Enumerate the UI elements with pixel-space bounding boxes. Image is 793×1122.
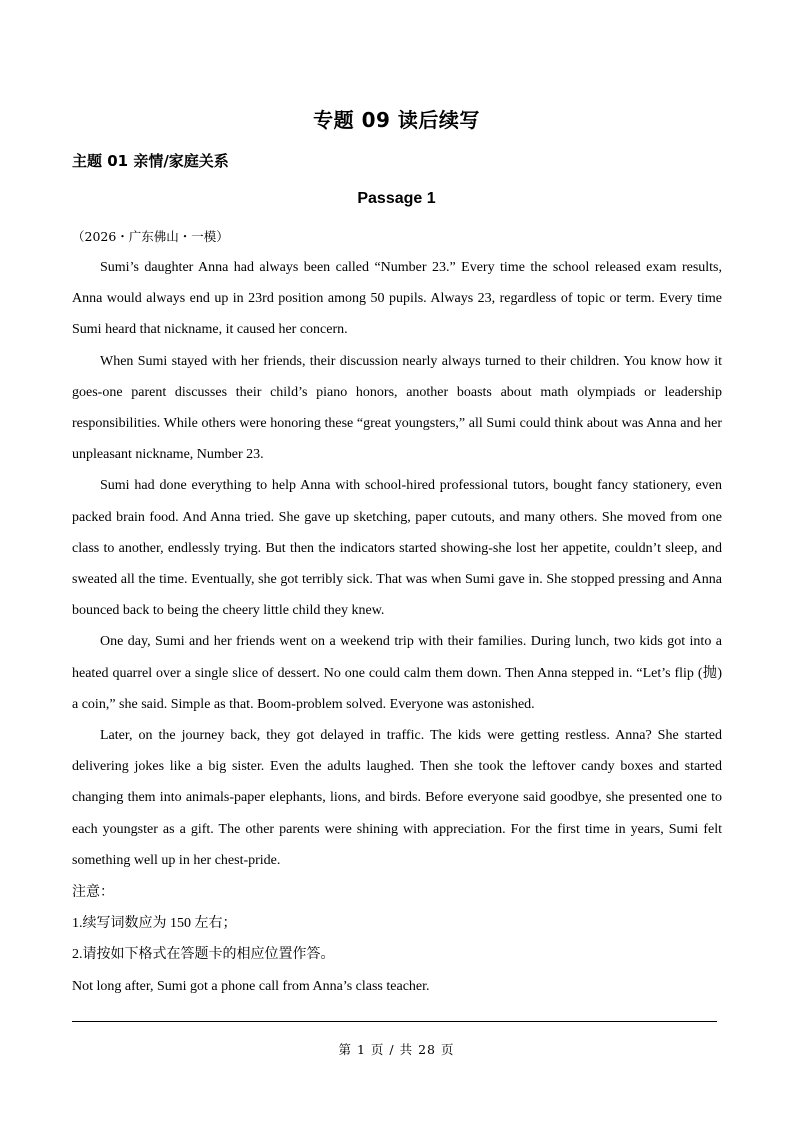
passage-paragraph-3: Sumi had done everything to help Anna with school-hired professional tutors, bought fancy stationery, even packed brain food. And Anna tried. She gave up sketching, paper cutouts, and many others. She moved from one class to another, endlessly trying. But then the indicators started showing-she lost her appetite, couldn’t sleep, and sweated all the time. Eventually, she got terribly sick. That was when Sumi gave in. She stopped pressing and Anna bounced back to being the cheery little child they knew. [72, 478, 722, 619]
topic-subtitle: 主题 01 亲情/家庭关系 [72, 152, 229, 170]
footer-divider [72, 1021, 717, 1022]
passage-paragraph-5: Later, on the journey back, they got delayed in traffic. The kids were getting restless. Anna? She started delivering jokes like a big sister. Even the adults laughed. Then she took the leftover candy boxes and started changing them into animals-paper elephants, lions, and birds. Before everyone said goodbye, she presented one to each youngster as a gift. The other parents were shining with appreciation. For the first time in years, Sumi felt something well up in her chest-pride. [72, 728, 722, 868]
notes-heading: 注意： [72, 885, 114, 900]
passage-source: （2026・广东佛山・一模） [72, 229, 229, 244]
page-number: 第 1 页 / 共 28 页 [338, 1042, 455, 1057]
instructions [72, 877, 722, 1002]
passage-paragraph-2: When Sumi stayed with her friends, their discussion nearly always turned to their children. You know how it goes-one parent discusses their child’s piano honors, another boasts about math olympiads or leadership responsibilities. While others were honoring these “great youngsters,” all Sumi could think about was Anna and her unpleasant nickname, Number 23. [72, 353, 722, 463]
passage-body [72, 252, 722, 876]
continuation-start-sentence: Not long after, Sumi got a phone call from Anna’s class teacher. [72, 978, 430, 994]
note-item-1: 1.续写词数应为 150 左右； [72, 916, 237, 932]
passage-paragraph-4: One day, Sumi and her friends went on a weekend trip with their families. During lunch, two kids got into a heated quarrel over a single slice of dessert. No one could calm them down. Then Anna stepped in. “Let’s flip (抛) a coin,” she said. Simple as that. Boom-problem solved. Everyone was astonished. [72, 634, 722, 712]
passage-title: Passage 1 [357, 190, 436, 207]
passage-paragraph-1: Sumi’s daughter Anna had always been called “Number 23.” Every time the school released exam results, Anna would always end up in 23rd position among 50 pupils. Always 23, regardless of topic or term. Every time Sumi heard that nickname, it caused her concern. [72, 260, 722, 338]
note-item-2: 2.请按如下格式在答题卡的相应位置作答。 [72, 947, 335, 963]
page-title: 专题 09 读后续写 [313, 108, 480, 132]
